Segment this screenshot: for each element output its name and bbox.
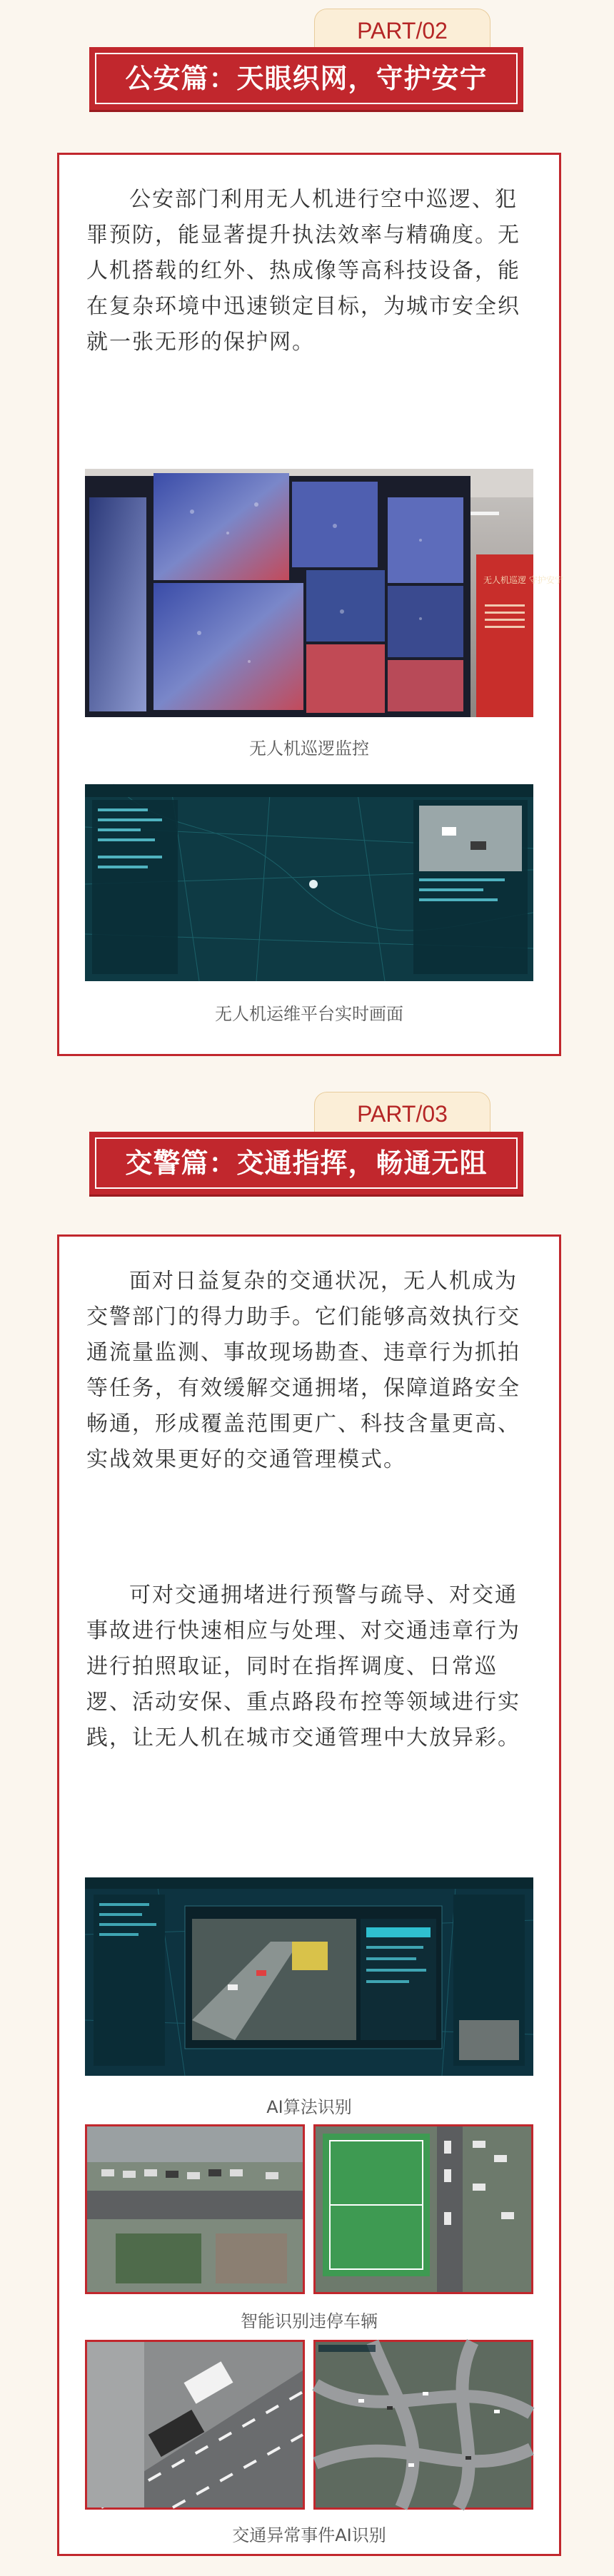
part-label: PART/02 (314, 9, 490, 53)
police-paragraph: 公安部门利用无人机进行空中巡逻、犯罪预防，能显著提升执法效率与精确度。无人机搭载的红外、热成像等高科技设备，能在复杂环境中迅速锁定目标，为城市安全织就一张无形的保护网。 (86, 187, 520, 355)
section-header-part03 (0, 1085, 614, 1206)
monitor-caption: 无人机巡逻监控 (249, 739, 369, 759)
traffic-paragraph-2: 可对交通拥堵进行预警与疏导、对交通事故进行快速相应与处理、对交通违章行为进行拍照取证，同时在指挥调度、日常巡逻、活动安保、重点路段布控等领域进行实践，让无人机在城市交通管理中大放异彩。 (86, 1583, 520, 1750)
parking-image-left (85, 2124, 305, 2294)
ai-caption: AI算法识别 (266, 2097, 352, 2117)
traffic-event-image-right (313, 2340, 533, 2510)
monitoring-wall-image (85, 469, 563, 717)
traffic-paragraph-1: 面对日益复杂的交通状况，无人机成为交警部门的得力助手。它们能够高效执行交通流量监测、事故现场勘查、违章行为抓拍等任务，有效缓解交通拥堵，保障道路安全畅通，形成覆盖范围更广、科技含量更高、实战效果更好的交通管理模式。 (86, 1269, 520, 1472)
part-label: PART/03 (314, 1092, 490, 1136)
events-caption: 交通异常事件AI识别 (232, 2525, 386, 2545)
banner-text: 无人机巡逻 守护安宁 (483, 575, 563, 585)
traffic-event-image-left (85, 2340, 305, 2510)
section-title: 交警篇：交通指挥，畅通无阻 (125, 1147, 488, 1179)
parking-caption: 智能识别违停车辆 (241, 2311, 378, 2331)
platform-caption: 无人机运维平台实时画面 (215, 1004, 403, 1024)
ai-algorithm-image (85, 1877, 533, 2076)
section-title-bar (89, 1132, 523, 1195)
section-title-bar (89, 47, 523, 110)
content-card-traffic (57, 1234, 561, 2556)
parking-image-right (313, 2124, 533, 2294)
content-card-police (57, 153, 561, 1056)
drone-platform-image (85, 784, 533, 981)
section-title: 公安篇：天眼织网，守护安宁 (125, 63, 488, 94)
section-header-part02 (0, 0, 614, 121)
